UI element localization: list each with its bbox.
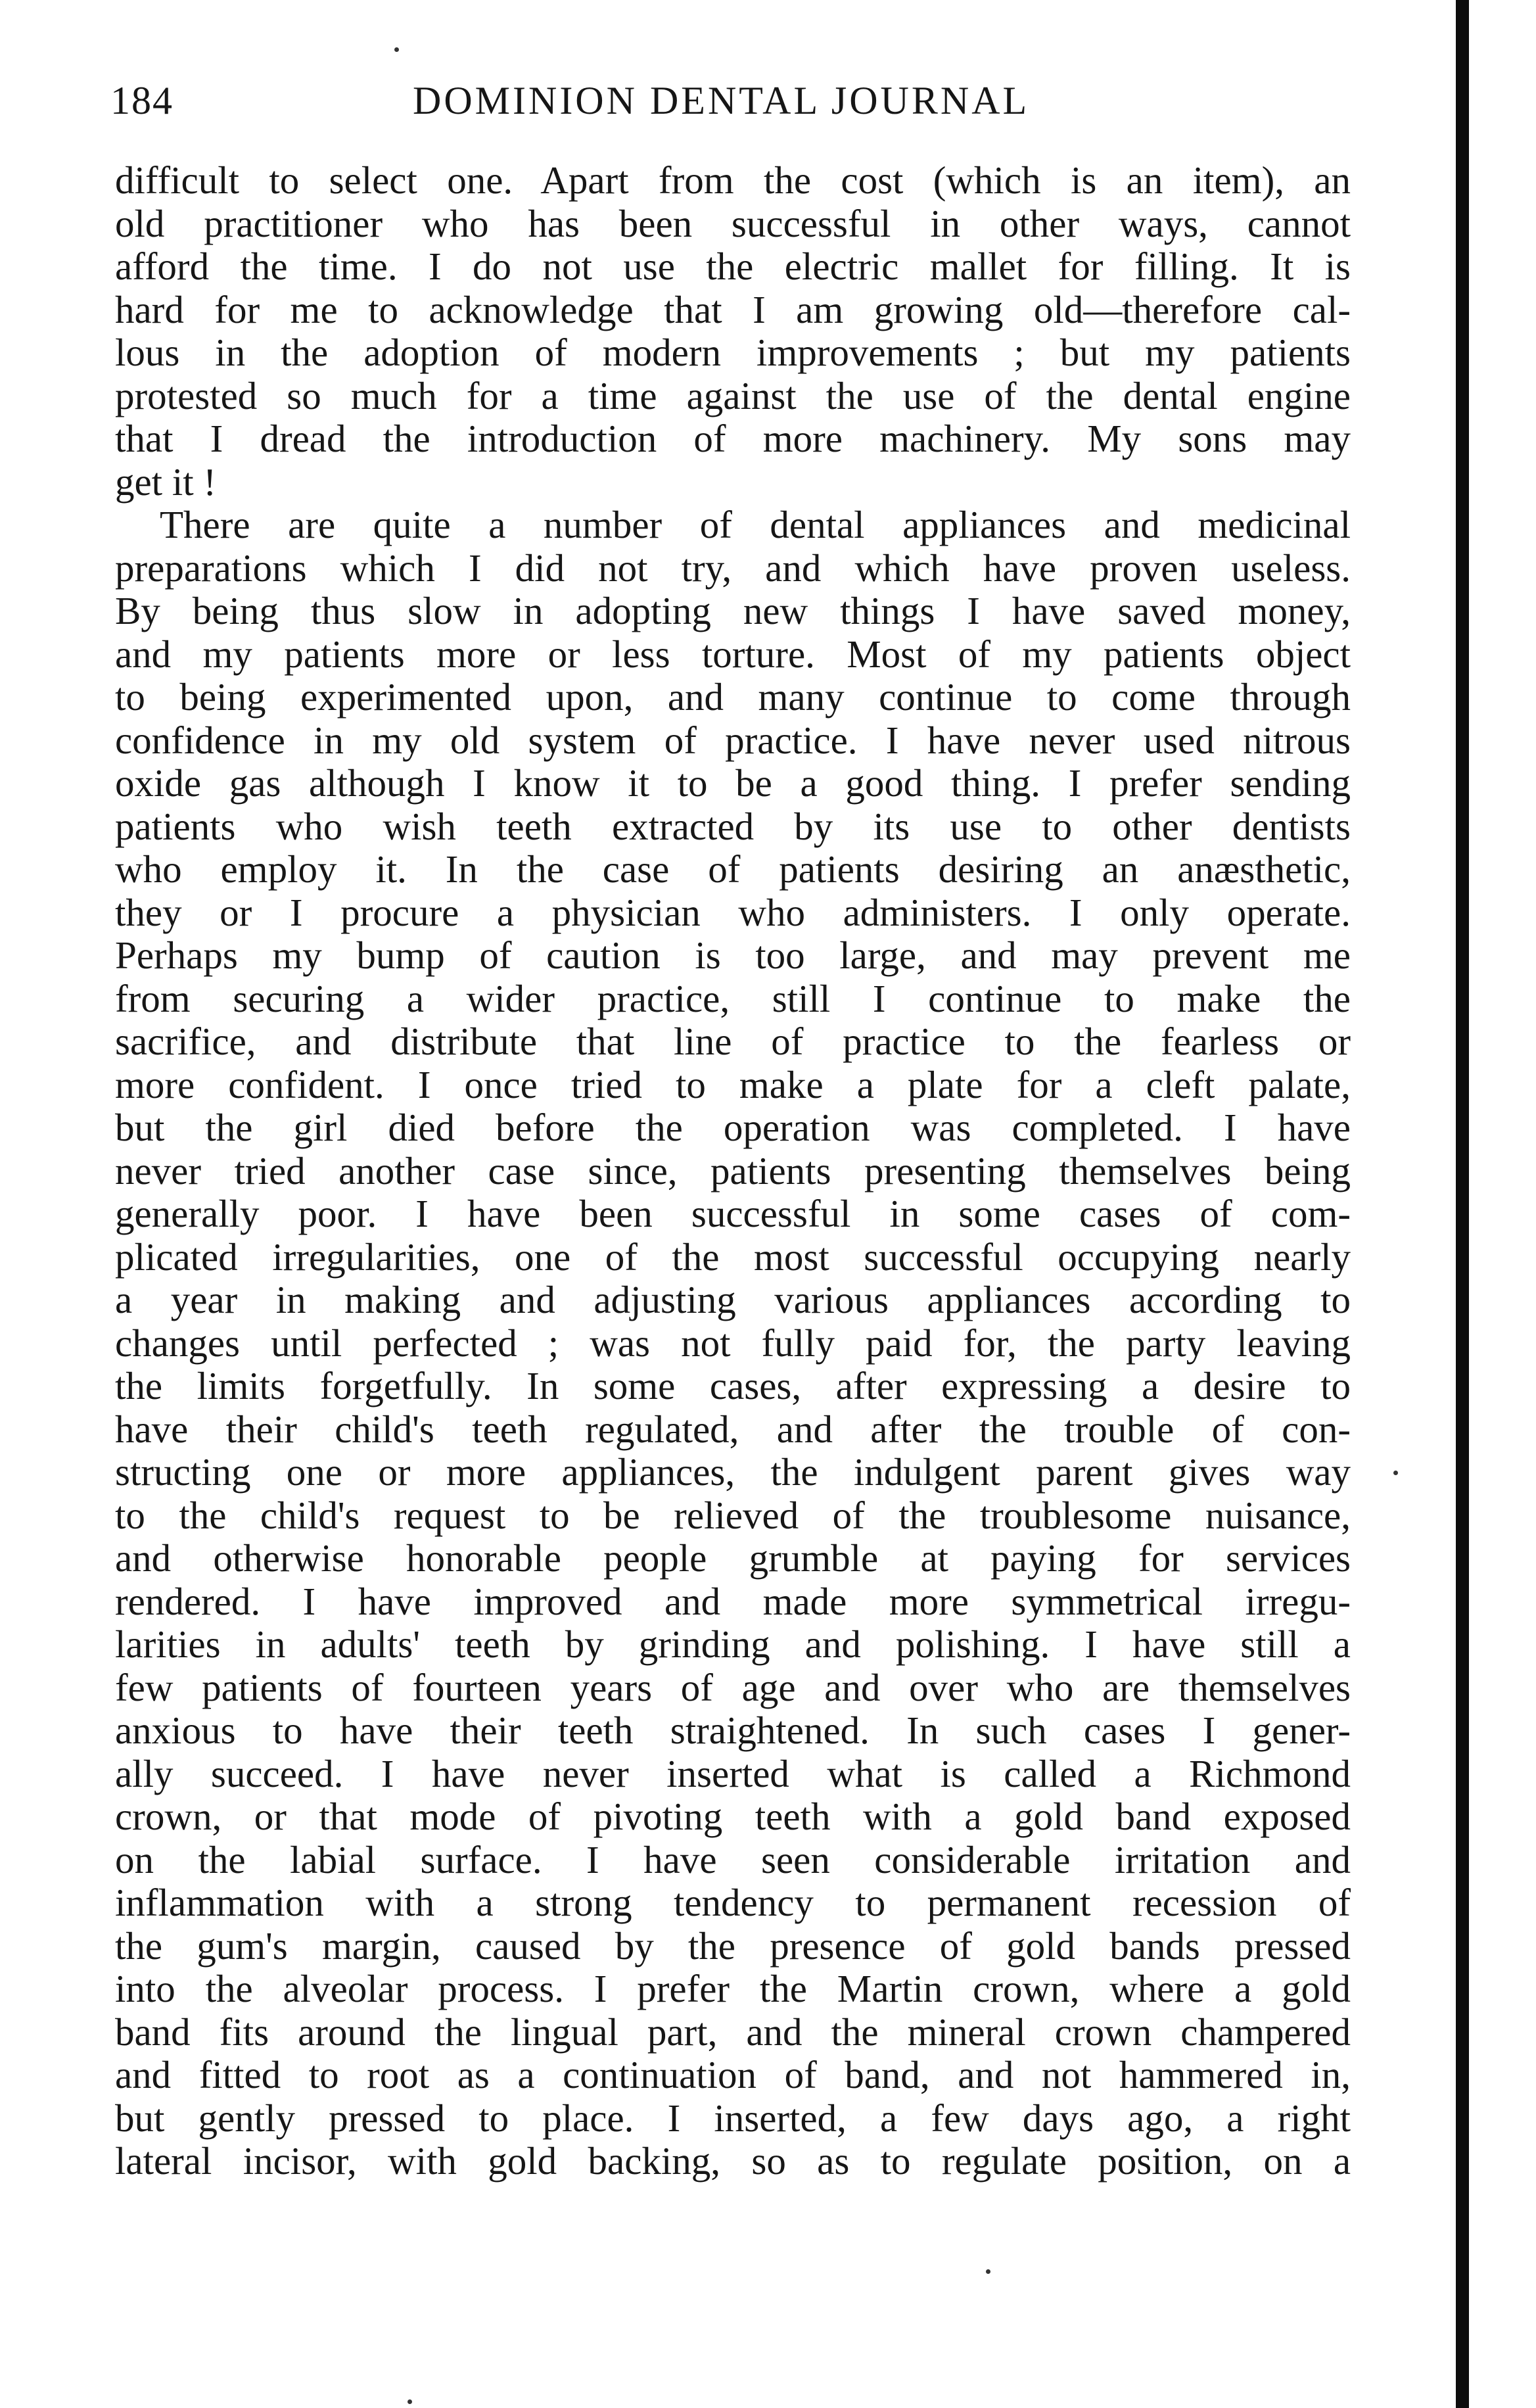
- text-line: but gently pressed to place. I inserted, a few days ago, a right: [115, 2096, 1351, 2140]
- text-line: changes until perfected ; was not fully paid for, the party leaving: [115, 1321, 1351, 1365]
- text-line: patients who wish teeth extracted by its use to other dentists: [115, 804, 1351, 848]
- text-line: By being thus slow in adopting new things I have saved money,: [115, 589, 1351, 632]
- text-line: and my patients more or less torture. Most of my patients object: [115, 632, 1351, 676]
- text-line: structing one or more appliances, the indulgent parent gives way: [115, 1450, 1351, 1494]
- text-line: larities in adults' teeth by grinding and polishing. I have still a: [115, 1622, 1351, 1666]
- text-line: crown, or that mode of pivoting teeth with a gold band exposed: [115, 1795, 1351, 1838]
- text-line: sacrifice, and distribute that line of practice to the fearless or: [115, 1020, 1351, 1063]
- text-line: band fits around the lingual part, and the mineral crown champered: [115, 2010, 1351, 2054]
- text-line: and otherwise honorable people grumble at paying for services: [115, 1536, 1351, 1580]
- scan-speck: [986, 2269, 990, 2274]
- text-line: rendered. I have improved and made more symmetrical irregu-: [115, 1579, 1351, 1623]
- text-line: but the girl died before the operation was completed. I have: [115, 1106, 1351, 1149]
- text-line: lous in the adoption of modern improvements ; but my patients: [115, 331, 1351, 374]
- text-line: inflammation with a strong tendency to permanent recession of: [115, 1881, 1351, 1924]
- text-line: get it !: [115, 460, 217, 504]
- text-line: oxide gas although I know it to be a good thing. I prefer sending: [115, 761, 1351, 805]
- text-line: who employ it. In the case of patients desiring an anæsthetic,: [115, 847, 1351, 891]
- scan-speck: [407, 2399, 412, 2404]
- text-line: more confident. I once tried to make a plate for a cleft palate,: [115, 1062, 1351, 1106]
- text-line: plicated irregularities, one of the most successful occupying nearly: [115, 1235, 1351, 1279]
- text-line: hard for me to acknowledge that I am growing old—therefore cal-: [115, 287, 1351, 331]
- text-line: generally poor. I have been successful in some cases of com-: [115, 1192, 1351, 1235]
- text-line: into the alveolar process. I prefer the Martin crown, where a gold: [115, 1967, 1351, 2010]
- text-line: a year in making and adjusting various appliances according to: [115, 1278, 1351, 1321]
- text-line: confidence in my old system of practice. I have never used nitrous: [115, 718, 1351, 762]
- text-line: protested so much for a time against the use of the dental engine: [115, 373, 1351, 417]
- text-line: from securing a wider practice, still I continue to make the: [115, 976, 1351, 1020]
- text-line: they or I procure a physician who administers. I only operate.: [115, 890, 1351, 934]
- text-line: on the labial surface. I have seen considerable irritation and: [115, 1837, 1351, 1881]
- text-line: old practitioner who has been successful in other ways, cannot: [115, 201, 1351, 245]
- page-number: 184: [110, 79, 174, 122]
- text-line: the limits forgetfully. In some cases, after expressing a desire to: [115, 1364, 1351, 1407]
- text-line: There are quite a number of dental appliances and medicinal: [160, 503, 1351, 546]
- text-line: to being experimented upon, and many continue to come through: [115, 675, 1351, 719]
- text-line: preparations which I did not try, and which have proven useless.: [115, 546, 1351, 590]
- running-title: DOMINION DENTAL JOURNAL: [413, 79, 1030, 122]
- text-line: Perhaps my bump of caution is too large, and may prevent me: [115, 933, 1351, 977]
- text-line: have their child's teeth regulated, and after the trouble of con-: [115, 1407, 1351, 1451]
- text-line: the gum's margin, caused by the presence of gold bands pressed: [115, 1924, 1351, 1968]
- text-line: that I dread the introduction of more machinery. My sons may: [115, 417, 1351, 460]
- text-line: never tried another case since, patients presenting themselves being: [115, 1148, 1351, 1192]
- page-header: [110, 71, 1359, 130]
- text-line: afford the time. I do not use the electric mallet for filling. It is: [115, 245, 1351, 288]
- text-line: few patients of fourteen years of age and over who are themselves: [115, 1665, 1351, 1709]
- text-line: and fitted to root as a continuation of band, and not hammered in,: [115, 2053, 1351, 2096]
- text-line: difficult to select one. Apart from the cost (which is an item), an: [115, 158, 1351, 202]
- text-line: to the child's request to be relieved of the troublesome nuisance,: [115, 1493, 1351, 1537]
- scan-speck: [1393, 1471, 1398, 1475]
- scan-edge-rule: [1456, 0, 1469, 2408]
- text-line: anxious to have their teeth straightened. In such cases I gener-: [115, 1709, 1351, 1752]
- text-line: ally succeed. I have never inserted what is called a Richmond: [115, 1751, 1351, 1795]
- text-line: lateral incisor, with gold backing, so as to regulate position, on a: [115, 2139, 1351, 2183]
- scan-speck: [394, 47, 399, 52]
- body-text: [115, 159, 1351, 2183]
